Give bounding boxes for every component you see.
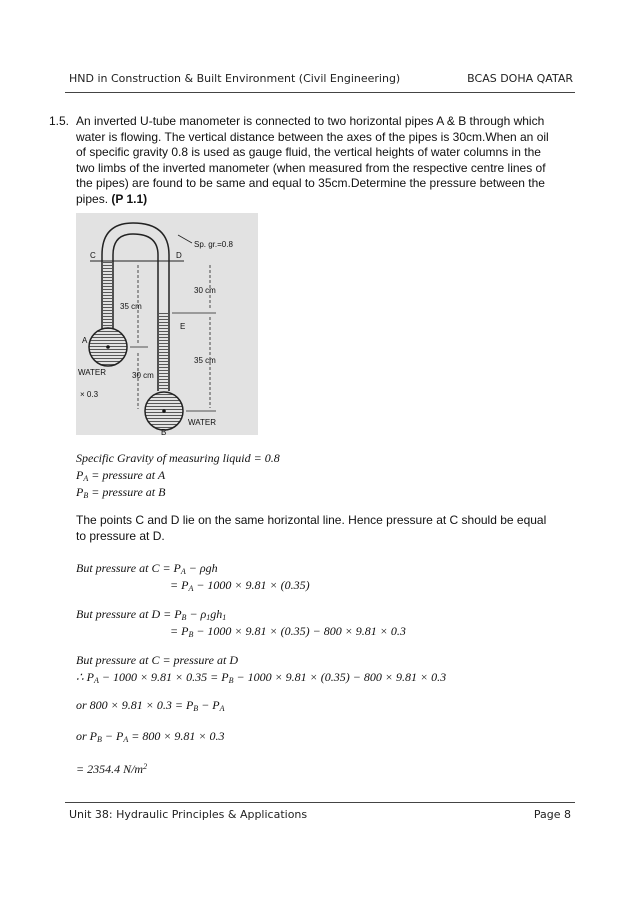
label-30cm-top: 30 cm (194, 286, 216, 295)
result-value: = 2354.4 N/m (76, 762, 144, 776)
eq3-sub: B (181, 613, 187, 622)
eq6-a: ∴ P (76, 670, 94, 684)
pa-symbol: P (76, 468, 84, 482)
eq1-rhs: − ρgh (185, 561, 218, 575)
pa-subscript: A (83, 474, 89, 483)
equation-pressure-d-value (170, 624, 406, 639)
label-water-right: WATER (188, 418, 216, 427)
eq2-sub: A (188, 584, 194, 593)
eq3-rho: − ρ (186, 607, 207, 621)
eq6-sub: A (93, 676, 99, 685)
eq6-c: − 1000 × 9.81 × (0.35) − 800 × 9.81 × 0.3 (233, 670, 447, 684)
label-d: D (176, 251, 182, 260)
footer-page-number: Page 8 (533, 808, 571, 821)
eq8-a: or P (76, 729, 97, 743)
eq2-rhs: − 1000 × 9.81 × (0.35) (193, 578, 310, 592)
eq8-c: = 800 × 9.81 × 0.3 (128, 729, 225, 743)
eq4-rhs: − 1000 × 9.81 × (0.35) − 800 × 9.81 × 0.3 (193, 624, 406, 638)
equation-pressure-d (76, 607, 226, 622)
label-scale: × 0.3 (80, 390, 99, 399)
equation-pressure-c-value (170, 578, 310, 593)
eq8-sub2: A (123, 735, 129, 744)
eq6-b: − 1000 × 9.81 × 0.35 = P (98, 670, 229, 684)
eq7-sub: B (193, 704, 199, 713)
eq7-b: − P (198, 698, 220, 712)
eq3-h-sub: 1 (222, 613, 227, 622)
eq1-sub: A (180, 567, 186, 576)
equation-or-2 (76, 729, 225, 744)
equation-or-1 (76, 698, 225, 713)
eq4-lhs: = P (170, 624, 189, 638)
definition-specific-gravity: Specific Gravity of measuring liquid = 0.8 (76, 451, 280, 465)
sp-gr-leader (178, 235, 192, 243)
label-e: E (180, 322, 186, 331)
label-water-left: WATER (78, 368, 106, 377)
explanation-paragraph: The points C and D lie on the same horizontal line. Hence pressure at C should be equal to pressure at D. (76, 513, 547, 543)
eq6-sub2: B (228, 676, 234, 685)
pa-definition: = pressure at A (88, 468, 166, 482)
question-text (76, 114, 556, 207)
equation-therefore (76, 670, 446, 685)
pb-definition: = pressure at B (88, 485, 166, 499)
definition-pb (76, 485, 165, 500)
eq3-rho-sub: 1 (206, 613, 211, 622)
eq2-lhs: = P (170, 578, 189, 592)
pb-subscript: B (83, 491, 89, 500)
eq3-lhs: But pressure at D = P (76, 607, 182, 621)
eq1-lhs: But pressure at C = P (76, 561, 181, 575)
eq8-sub: B (97, 735, 102, 744)
header-course-title: HND in Construction & Built Environment (Civil Engineering) (69, 72, 401, 85)
footer-unit-title: Unit 38: Hydraulic Principles & Applications (69, 808, 308, 821)
header-institution: BCAS DOHA QATAR (467, 72, 573, 85)
eq7-a: or 800 × 9.81 × 0.3 = P (76, 698, 194, 712)
equation-c-equals-d: But pressure at C = pressure at D (76, 653, 238, 667)
manometer-figure (76, 213, 258, 435)
question-ref: (P 1.1) (111, 191, 148, 206)
utube-inner (113, 234, 158, 391)
label-b: B (161, 428, 167, 435)
page-footer (65, 802, 575, 825)
page-header (65, 70, 575, 93)
label-35cm-left: 35 cm (120, 302, 142, 311)
label-c: C (90, 251, 96, 260)
pb-symbol: P (76, 485, 84, 499)
label-sp-gr: Sp. gr.=0.8 (194, 240, 233, 249)
label-a: A (82, 336, 88, 345)
equation-result (76, 762, 147, 777)
result-sup: 2 (143, 762, 148, 771)
label-30cm-bottom: 30 cm (132, 371, 154, 380)
eq8-b: − P (101, 729, 124, 743)
pipe-b-centre (162, 409, 166, 413)
question-number: 1.5. (49, 114, 70, 128)
definition-pa (76, 468, 165, 483)
eq4-sub: B (188, 630, 194, 639)
pipe-a-centre (106, 345, 110, 349)
eq7-sub2: A (219, 704, 225, 713)
question-body: An inverted U-tube manometer is connected to two horizontal pipes A & B through which water is flowing. The vertical distance between the axes of the pipes is 30cm.When an oil of specific gravity 0.8 is used as gauge fluid, the vertical heights of water columns in the two limbs of the inverted manometer (when measured from the respective centre lines of the pipes) are found to be same and equal to 35cm.Determine the pressure between the pipes. (76, 114, 549, 206)
manometer-diagram (76, 213, 258, 435)
equation-pressure-c (76, 561, 218, 576)
right-water-column (159, 313, 168, 391)
label-35cm-right: 35 cm (194, 356, 216, 365)
eq3-gh: gh (210, 607, 223, 621)
